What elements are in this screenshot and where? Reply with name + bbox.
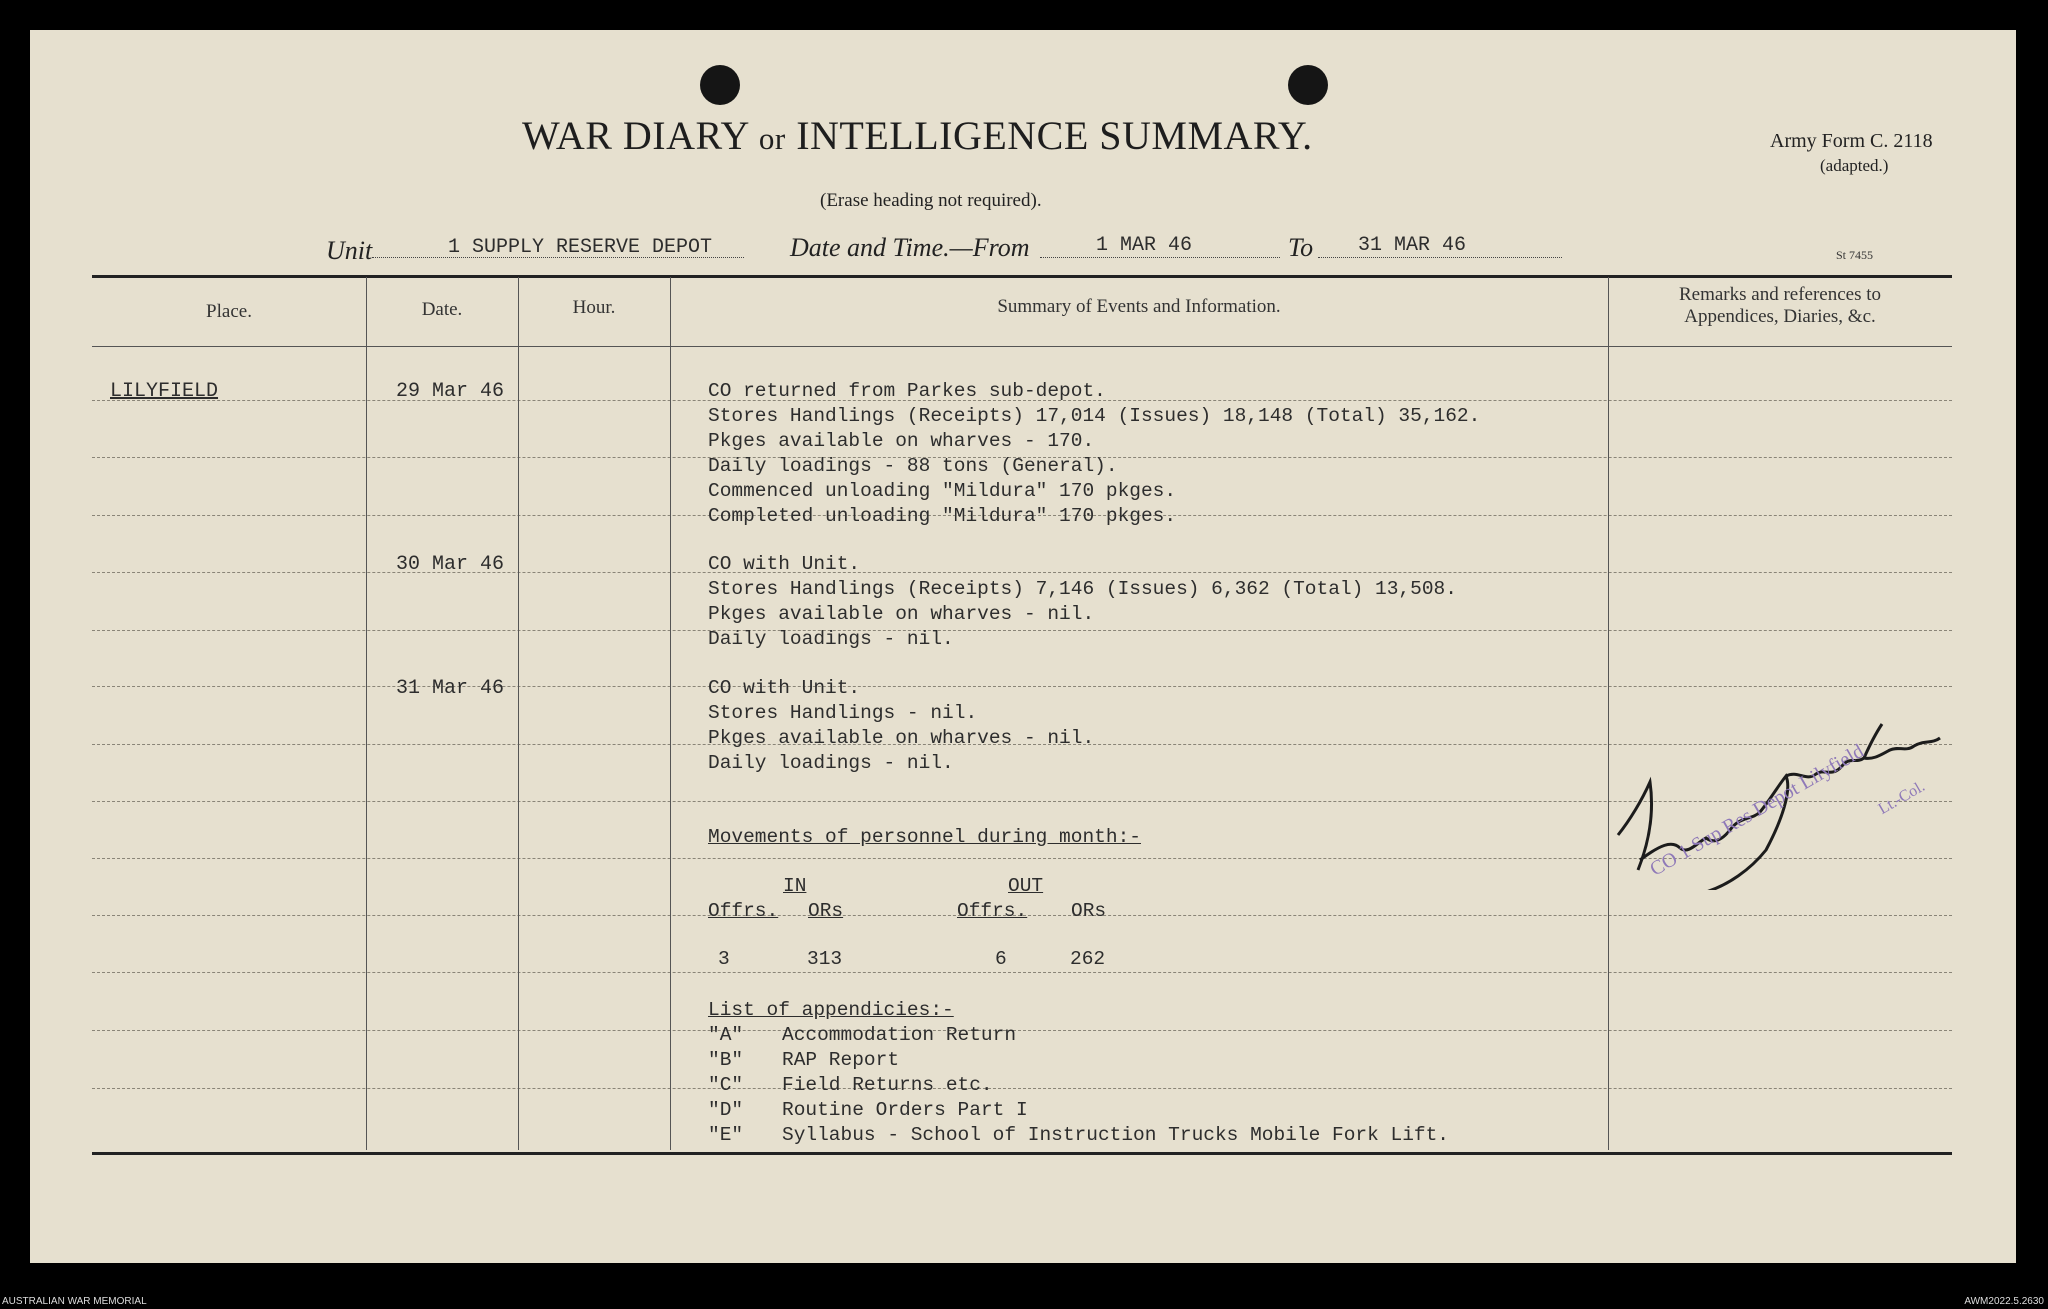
appendix-text: Accommodation Return xyxy=(782,1024,1017,1046)
footer-source: AUSTRALIAN WAR MEMORIAL xyxy=(2,1296,147,1307)
ruled-line xyxy=(92,1088,1952,1089)
event-line: Stores Handlings - nil. xyxy=(708,702,978,724)
appendix-key: "A" xyxy=(708,1024,744,1046)
date-hour-divider xyxy=(518,277,519,1150)
title-or: or xyxy=(758,121,786,156)
ruled-line xyxy=(92,572,1952,573)
army-form-number: Army Form C. 2118 xyxy=(1770,130,1933,152)
summary-remarks-divider xyxy=(1608,277,1609,1150)
event-line: Daily loadings - nil. xyxy=(708,628,954,650)
hour-summary-divider xyxy=(670,277,671,1150)
remarks-header-line-2: Appendices, Diaries, &c. xyxy=(1684,306,1876,327)
event-line: Stores Handlings (Receipts) 17,014 (Issues) 18,148 (Total) 35,162. xyxy=(708,405,1481,427)
movements-out-label: OUT xyxy=(1008,875,1044,897)
signature-block xyxy=(1610,740,1950,980)
out-ors-value: 262 xyxy=(1070,948,1106,970)
table-bottom-rule xyxy=(92,1152,1952,1155)
ruled-line xyxy=(92,686,1952,687)
unit-value: 1 SUPPLY RESERVE DEPOT xyxy=(448,236,713,259)
appendices-heading: List of appendicies:- xyxy=(708,999,954,1021)
to-date-value: 31 MAR 46 xyxy=(1358,234,1467,257)
stamp-rank: Lt.-Col. xyxy=(1875,777,1928,818)
ruled-line xyxy=(92,1030,1952,1031)
in-offrs-label: Offrs. xyxy=(708,900,779,922)
from-dotted-line xyxy=(1040,257,1280,258)
from-date-value: 1 MAR 46 xyxy=(1096,234,1193,257)
title-intelligence-summary: INTELLIGENCE SUMMARY. xyxy=(796,113,1313,158)
header-bottom-rule xyxy=(92,346,1952,347)
punch-hole-left xyxy=(700,65,740,105)
event-line: Stores Handlings (Receipts) 7,146 (Issues) 6,362 (Total) 13,508. xyxy=(708,578,1457,600)
remarks-header-line-1: Remarks and references to xyxy=(1678,284,1882,305)
to-label: To xyxy=(1288,233,1314,262)
column-header-summary: Summary of Events and Information. xyxy=(997,296,1281,317)
event-line: CO with Unit. xyxy=(708,553,861,575)
event-line: Pkges available on wharves - nil. xyxy=(708,603,1095,625)
in-ors-label: ORs xyxy=(808,900,844,922)
punch-hole-right xyxy=(1288,65,1328,105)
place-value: LILYFIELD xyxy=(110,380,219,403)
appendix-text: Routine Orders Part I xyxy=(782,1099,1028,1121)
event-line: CO with Unit. xyxy=(708,677,861,699)
table-top-rule xyxy=(92,275,1952,278)
unit-label: Unit xyxy=(326,236,373,265)
date-value: 30 Mar 46 xyxy=(396,553,505,576)
title-war-diary: WAR DIARY xyxy=(522,113,749,158)
form-title xyxy=(522,112,1313,159)
appendix-key: "B" xyxy=(708,1049,744,1071)
appendix-text: RAP Report xyxy=(782,1049,900,1071)
appendix-key: "E" xyxy=(708,1124,744,1146)
place-date-divider xyxy=(366,277,367,1150)
event-line: Daily loadings - 88 tons (General). xyxy=(708,455,1118,477)
event-line: Pkges available on wharves - 170. xyxy=(708,430,1095,452)
footer-accession-number: AWM2022.5.2630 xyxy=(1964,1296,2044,1307)
event-line: Pkges available on wharves - nil. xyxy=(708,727,1095,749)
unit-stamp: CO 1 Sup Res Depot Lilyfield xyxy=(1646,740,1868,881)
out-offrs-label: Offrs. xyxy=(957,900,1028,922)
ruled-line xyxy=(92,630,1952,631)
out-ors-label: ORs xyxy=(1071,900,1107,922)
date-value: 29 Mar 46 xyxy=(396,380,505,403)
to-dotted-line xyxy=(1318,257,1562,258)
date-value: 31 Mar 46 xyxy=(396,677,505,700)
column-header-date: Date. xyxy=(421,299,463,320)
appendix-text: Syllabus - School of Instruction Trucks Mobile Fork Lift. xyxy=(782,1124,1450,1146)
stationery-number: St 7455 xyxy=(1836,248,1874,262)
diary-sheet xyxy=(30,30,2016,1263)
appendix-key: "C" xyxy=(708,1074,744,1096)
event-line: CO returned from Parkes sub-depot. xyxy=(708,380,1106,402)
event-line: Completed unloading "Mildura" 170 pkges. xyxy=(708,505,1177,527)
appendix-key: "D" xyxy=(708,1099,744,1121)
column-header-place: Place. xyxy=(206,301,252,322)
date-time-label: Date and Time.—From xyxy=(790,233,1030,262)
erase-note: (Erase heading not required). xyxy=(820,190,1042,211)
event-line: Commenced unloading "Mildura" 170 pkges. xyxy=(708,480,1177,502)
movements-heading: Movements of personnel during month:- xyxy=(708,826,1141,848)
in-ors-value: 313 xyxy=(807,948,843,970)
column-header-hour: Hour. xyxy=(572,297,616,318)
movements-in-label: IN xyxy=(783,875,807,897)
appendix-text: Field Returns etc. xyxy=(782,1074,993,1096)
form-adapted-note: (adapted.) xyxy=(1820,156,1889,175)
event-line: Daily loadings - nil. xyxy=(708,752,954,774)
out-offrs-value: 6 xyxy=(995,948,1007,970)
column-header-remarks xyxy=(1608,284,1952,328)
in-offrs-value: 3 xyxy=(718,948,730,970)
